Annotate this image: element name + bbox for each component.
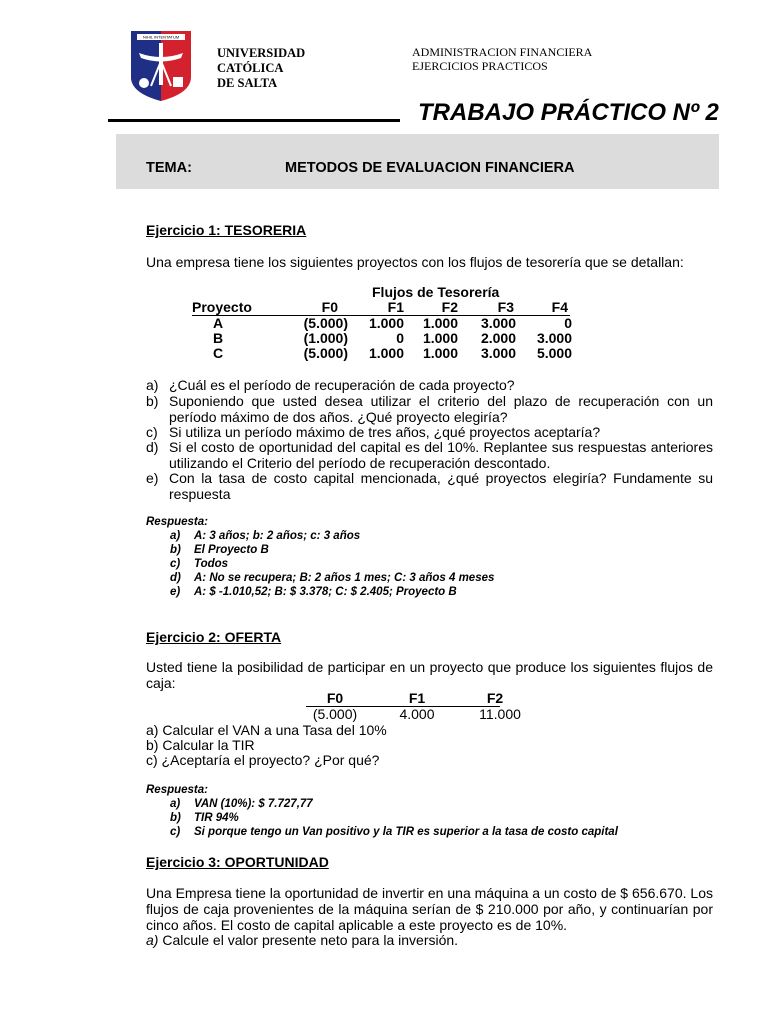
answer-text: TIR 94% <box>194 812 239 824</box>
question-text: Si el costo de oportunidad del capital es del 10%. Replantee sus respuestas anteriores utilizando el Criterio del período de recuperación descontado. <box>169 439 713 471</box>
table-caption: Flujos de Tesorería <box>372 284 500 300</box>
exercise-2-title: Ejercicio 2: OFERTA <box>146 629 282 645</box>
exercise-2-intro: Usted tiene la posibilidad de participar en un proyecto que produce los siguientes flujos de caja: <box>146 659 713 691</box>
table-cell: 1.000 <box>368 315 404 331</box>
table-header: F4 <box>551 299 568 315</box>
flow-value: (5.000) <box>312 706 358 722</box>
question-letter: a) <box>146 377 159 393</box>
table-cell: 1.000 <box>422 345 458 361</box>
question-letter: c) <box>146 424 158 440</box>
course-line: EJERCICIOS PRACTICOS <box>412 59 548 73</box>
answer-text: A: No se recupera; B: 2 años 1 mes; C: 3 años 4 meses <box>194 572 495 584</box>
table-cell: (5.000) <box>303 345 348 361</box>
exercise-3-title: Ejercicio 3: OPORTUNIDAD <box>146 854 329 870</box>
table-cell: 3.000 <box>536 330 572 346</box>
course-line: ADMINISTRACION FINANCIERA <box>412 45 593 59</box>
answer-text: Si porque tengo un Van positivo y la TIR es superior a la tasa de costo capital <box>194 826 618 838</box>
exercise-1-title: Ejercicio 1: TESORERIA <box>146 222 307 238</box>
table-header: F1 <box>387 299 404 315</box>
table-cell: B <box>212 330 224 346</box>
answer-letter: c) <box>170 826 181 838</box>
question-text: ¿Cuál es el período de recuperación de cada proyecto? <box>169 377 515 393</box>
table-cell: 5.000 <box>536 345 572 361</box>
table-cell: 2.000 <box>480 330 516 346</box>
question-letter: a) <box>146 932 159 948</box>
table-header: F2 <box>441 299 458 315</box>
table-cell: 3.000 <box>480 315 516 331</box>
document-title: TRABAJO PRÁCTICO Nº 2 <box>418 99 719 126</box>
answer-text: Todos <box>194 558 229 570</box>
question-text: Si utiliza un período máximo de tres años, ¿qué proyectos aceptaría? <box>169 424 601 440</box>
question-letter: e) <box>146 470 159 486</box>
university-line: CATÓLICA <box>217 61 284 75</box>
answer-letter: c) <box>170 558 181 570</box>
table-header: Proyecto <box>192 299 252 315</box>
table-cell: 0 <box>564 315 572 331</box>
table-cell: 3.000 <box>480 345 516 361</box>
answer-letter: a) <box>170 798 181 810</box>
course-name <box>412 45 592 73</box>
university-logo-shield <box>131 31 191 101</box>
table-cell: 1.000 <box>422 330 458 346</box>
header-rule <box>108 119 400 122</box>
topic-label: TEMA: <box>146 160 192 176</box>
answer-label: Respuesta: <box>146 516 208 528</box>
university-name <box>217 46 305 91</box>
topic-value: METODOS DE EVALUACION FINANCIERA <box>285 160 575 176</box>
question-text: a) Calcular el VAN a una Tasa del 10% <box>146 722 387 738</box>
answer-text: A: 3 años; b: 2 años; c: 3 años <box>194 530 361 542</box>
question-text: Calcule el valor presente neto para la inversión. <box>158 932 459 948</box>
table-header: F0 <box>321 299 338 315</box>
answer-letter: b) <box>170 544 181 556</box>
answer-label: Respuesta: <box>146 784 208 796</box>
table-cell: 1.000 <box>422 315 458 331</box>
question-text: Con la tasa de costo capital mencionada, ¿qué proyectos elegiría? Fundamente su respuesta <box>169 470 713 502</box>
table-cell: 1.000 <box>368 345 404 361</box>
exercise-1-intro: Una empresa tiene los siguientes proyectos con los flujos de tesorería que se detallan: <box>146 254 684 270</box>
university-line: DE SALTA <box>217 76 278 90</box>
exercise-3-question <box>146 932 458 948</box>
answer-text: A: $ -1.010,52; B: $ 3.378; C: $ 2.405; Proyecto B <box>194 586 457 598</box>
answer-text: El Proyecto B <box>194 544 269 556</box>
university-line: UNIVERSIDAD <box>217 46 306 60</box>
flow-value: 11.000 <box>479 706 521 722</box>
table-cell: C <box>212 345 224 361</box>
table-header: F3 <box>497 299 514 315</box>
question-text: Suponiendo que usted desea utilizar el criterio del plazo de recuperación con un período máximo de dos años. ¿Qué proyecto elegiría? <box>169 393 713 425</box>
table-cell: (5.000) <box>303 315 348 331</box>
flow-header: F1 <box>408 690 426 706</box>
question-text: b) Calcular la TIR <box>146 737 255 753</box>
table-cell: (1.000) <box>303 330 348 346</box>
flow-header: F0 <box>326 690 344 706</box>
flow-value: 4.000 <box>399 706 435 722</box>
answer-letter: e) <box>170 586 181 598</box>
question-text: c) ¿Aceptaría el proyecto? ¿Por qué? <box>146 752 380 768</box>
table-cell: 0 <box>396 330 404 346</box>
answer-letter: b) <box>170 812 181 824</box>
answer-letter: a) <box>170 530 181 542</box>
logo-motto: NIHIL INTENTATUM <box>142 34 180 40</box>
answer-text: VAN (10%): $ 7.727,77 <box>194 798 313 810</box>
answer-letter: d) <box>170 572 181 584</box>
exercise-3-intro: Una Empresa tiene la oportunidad de invertir en una máquina a un costo de $ 656.670. Los flujos de caja provenientes de la máquina serían de $ 210.000 por año, y continuarían por cinco años. El costo de capital aplicable a este proyecto es de 10%. <box>146 885 713 933</box>
question-letter: b) <box>146 393 159 409</box>
question-letter: d) <box>146 439 159 455</box>
table-cell: A <box>212 315 224 331</box>
flow-header: F2 <box>486 690 504 706</box>
